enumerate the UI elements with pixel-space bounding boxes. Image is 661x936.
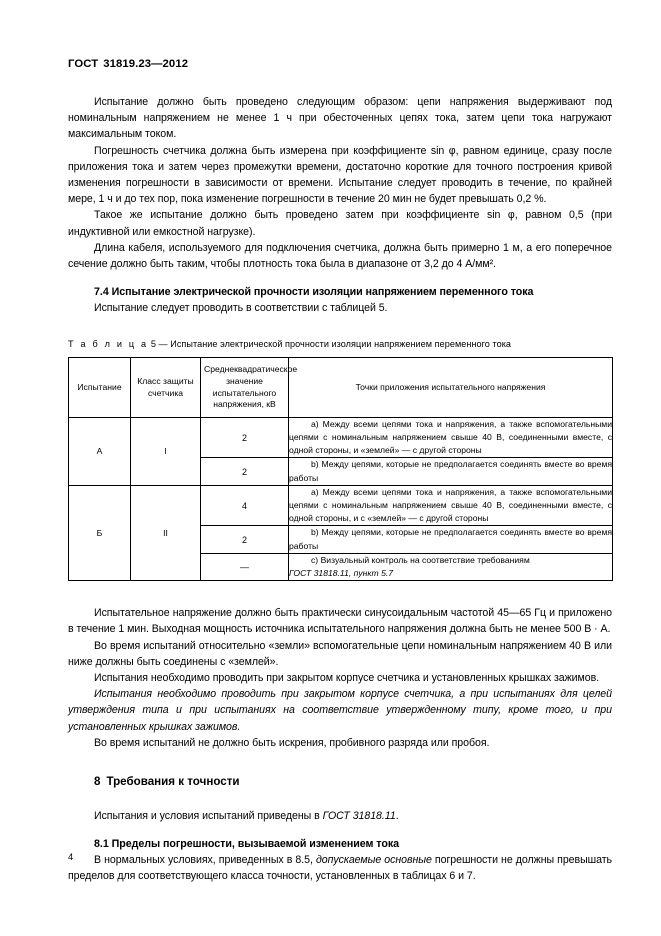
p12-text-after: погрешности не должны превышать пределов для соответствующего класса точности, установленных в таблицах 6 и 7. [68, 854, 612, 883]
paragraph-error-limits [68, 852, 612, 884]
cell-voltage-row3: 4 [201, 485, 289, 526]
page-number: 4 [68, 851, 74, 862]
paragraph-same-test: Такое же испытание должно быть проведено затем при коэффициенте sin φ, равном 0,5 (при индуктивной или емкостной нагрузке). [68, 209, 612, 238]
cell-points-row1 [289, 417, 613, 458]
p11-standard-reference: ГОСТ 31818.11 [322, 810, 396, 823]
column-header-test: Испытание [69, 358, 131, 417]
table-caption-number: 5 [150, 339, 156, 350]
table-caption [68, 338, 612, 350]
paragraph-auxiliary-circuits: Во время испытаний относительно «земли» вспомогательные цепи номинальным напряжением 40 В или ниже должны быть соединены с «землей». [68, 639, 612, 668]
paragraph-conduct-per-table5: Испытание следует проводить в соответствии с таблицей 5. [94, 302, 388, 315]
point-marker-row2: b) [311, 459, 319, 470]
standard-number: 31819.23—2012 [103, 58, 189, 70]
p12-emphasis: допускаемые основные [315, 854, 432, 867]
standard-prefix: ГОСТ [68, 58, 99, 70]
table-caption-text: Испытание электрической прочности изоляции напряжением переменного тока [170, 339, 512, 350]
cell-voltage-row1: 2 [201, 417, 289, 458]
section-8-number: 8 [94, 775, 101, 789]
point-marker-row3: a) [311, 486, 319, 497]
heading-section-7-4: 7.4 Испытание электрической прочности изоляции напряжением переменного тока [94, 286, 534, 299]
point-text-row2: Между цепями, которые не предполагается соединять вместе во время работы [289, 459, 612, 483]
table-5 [68, 357, 613, 581]
table-caption-dash: — [158, 339, 168, 350]
section-8-title: Требования к точности [106, 775, 240, 789]
table-header [69, 358, 613, 417]
table-header-row [69, 358, 613, 417]
cell-points-row3 [289, 485, 613, 526]
paragraph-cable-length: Длина кабеля, используемого для подключения счетчика, должна быть примерно 1 м, а его поперечное сечение должно быть таким, чтобы плотность тока была в диапазоне от 3,2 до 4 А/мм². [68, 241, 612, 271]
point-text-row4: Между цепями, которые не предполагается соединять вместе во время работы [289, 527, 612, 551]
column-header-rms-voltage: Среднеквадратическое значение испытательного напряжения, кВ [201, 358, 289, 417]
column-header-protection-class: Класс защиты счетчика [131, 358, 201, 417]
cell-points-row2 [289, 458, 613, 485]
p12-text-before: В нормальных условиях, приведенных в 8.5, [94, 854, 316, 867]
cell-class-ii: II [131, 485, 201, 580]
paragraph-closed-case: Испытания необходимо проводить при закрытом корпусе счетчика и установленных крышках зажимов. [94, 672, 600, 685]
cell-voltage-row4: 2 [201, 526, 289, 553]
cell-class-i: I [131, 417, 201, 485]
point-marker-row5: c) [311, 554, 319, 565]
paragraph-test-voltage: Испытательное напряжение должно быть практически синусоидальным частотой 45—65 Гц и приложено в течение 1 мин. Выходная мощность источника испытательного напряжения должна быть не менее 500 В · А. [68, 607, 612, 636]
point-reference-row5: ГОСТ 31818.11, пункт 5.7 [289, 568, 394, 579]
point-marker-row1: a) [311, 418, 319, 429]
paragraph-tests-conditions [68, 808, 612, 824]
point-text-row1: Между всеми цепями тока и напряжения, а также вспомогательными цепями с номинальным напряжением свыше 40 В, соединенными вместе, с одной стороны, и «землей» — с другой стороны [289, 418, 612, 456]
paragraph-test-procedure: Испытание должно быть проведено следующим образом: цепи напряжения выдерживают под номинальным напряжением не менее 1 ч при обесточенных цепях тока, затем цепи тока нагружают максимальным током. [68, 96, 612, 141]
p11-text-after: . [395, 810, 399, 823]
cell-voltage-row2: 2 [201, 458, 289, 485]
cell-voltage-row5: — [201, 553, 289, 580]
table-body [69, 417, 613, 580]
cell-test-b: Б [69, 485, 131, 580]
column-header-application-points: Точки приложения испытательного напряжения [289, 358, 613, 417]
table-row [69, 417, 613, 458]
p11-text-before: Испытания и условия испытаний приведены в [94, 810, 323, 823]
paragraph-type-approval-italic: Испытания необходимо проводить при закрытом корпусе счетчика, а при испытаниях для целей утверждения типа и при испытаниях на соответствие утвержденному типу, кроме того, и при установленных крышках зажимов. [68, 688, 612, 733]
heading-section-8 [68, 773, 612, 790]
cell-test-a: А [69, 417, 131, 485]
cell-points-row5 [289, 553, 613, 580]
paragraph-no-sparking: Во время испытаний не должно быть искрения, пробивного разряда или пробоя. [94, 736, 490, 749]
table-caption-label: Т а б л и ц а [68, 339, 149, 350]
page-content [68, 0, 612, 885]
point-text-row3: Между всеми цепями тока и напряжения, а также вспомогательными цепями с номинальным напряжением свыше 40 В, соединенными вместе, с одной стороны, и с «землей» — с другой стороны [289, 486, 612, 524]
heading-section-8-1: 8.1 Пределы погрешности, вызываемой изменением тока [94, 838, 400, 851]
document-header [68, 58, 612, 70]
cell-points-row4 [289, 526, 613, 553]
point-marker-row4: b) [311, 527, 319, 538]
table-row [69, 485, 613, 526]
point-text-row5: Визуальный контроль на соответствие требованиям [320, 554, 530, 565]
paragraph-meter-error: Погрешность счетчика должна быть измерена при коэффициенте sin φ, равном единице, сразу после приложения тока и затем через промежутки времени, достаточно короткие для точного построения кривой изменения погрешности в зависимости от времени. Испытание следует проводить в течение, по крайней мере, 1 ч и до тех пор, пока изменение погрешности в течение 20 мин не будет превышать 0,2 %. [68, 144, 612, 206]
